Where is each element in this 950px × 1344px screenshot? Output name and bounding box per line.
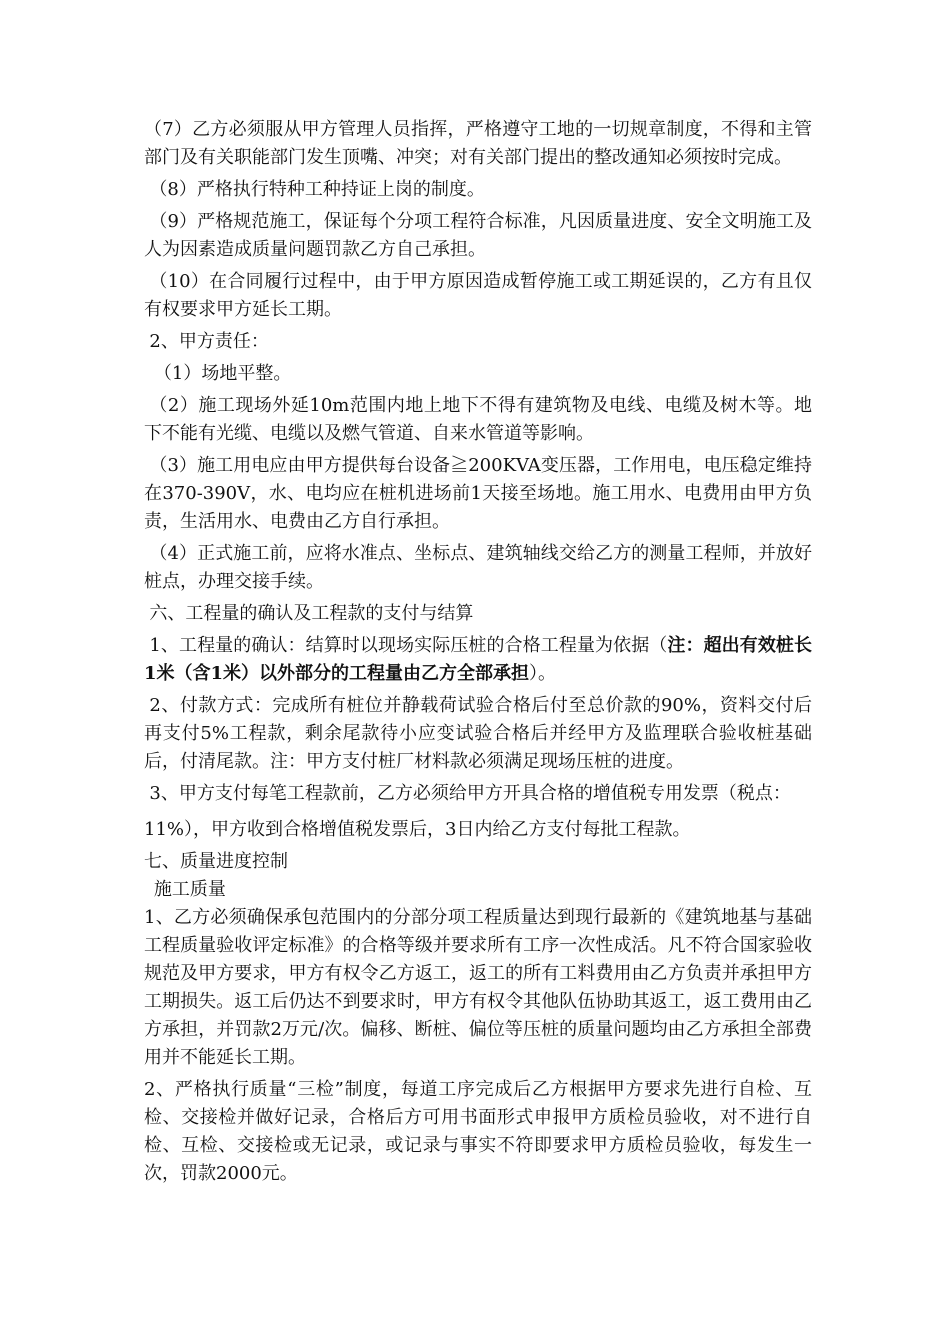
section-seven-heading: 七、质量进度控制: [144, 851, 288, 872]
quantity-confirmation-text: 1、工程量的确认：结算时以现场实际压桩的合格工程量为依据（: [149, 635, 668, 656]
quantity-confirmation: [144, 632, 812, 688]
invoice-requirement-cont: 11%），甲方收到合格增值税发票后，3日内给乙方支付每批工程款。: [144, 819, 691, 840]
quantity-confirmation-note: 注：超出有效桩长1米（含1米）以外部分的工程量由乙方全部承担: [144, 635, 813, 684]
payment-method: 2、付款方式：完成所有桩位并静载荷试验合格后付至总价款的90%，资料交付后再支付5%工程款，剩余尾款待小应变试验合格后并经甲方及监理联合验收桩基础后，付清尾款。注：甲方支付桩厂材料款必须满足现场压桩的进度。: [144, 695, 812, 772]
clause-7: （7）乙方必须服从甲方管理人员指挥，严格遵守工地的一切规章制度，不得和主管部门及有关职能部门发生顶嘴、冲突；对有关部门提出的整改通知必须按时完成。: [144, 119, 812, 168]
quantity-confirmation-end: ）。: [529, 663, 557, 684]
duty-2: （2）施工现场外延10m范围内地上地下不得有建筑物及电线、电缆及树木等。地下不能有光缆、电缆以及燃气管道、自来水管道等影响。: [144, 395, 812, 444]
section-six-heading: 六、工程量的确认及工程款的支付与结算: [149, 603, 474, 624]
quality-clause-1: 1、乙方必须确保承包范围内的分部分项工程质量达到现行最新的《建筑地基与基础工程质量验收评定标准》的合格等级并要求所有工序一次性成活。凡不符合国家验收规范及甲方要求，甲方有权令乙方返工，返工的所有工料费用由乙方负责并承担甲方工期损失。返工后仍达不到要求时，甲方有权令其他队伍协助其返工，返工费用由乙方承担，并罚款2万元/次。偏移、断桩、偏位等压桩的质量问题均由乙方承担全部费用并不能延长工期。: [144, 907, 812, 1068]
duty-3: （3）施工用电应由甲方提供每台设备≧200KVA变压器，工作用电，电压稳定维持在370-390V，水、电均应在桩机进场前1天接至场地。施工用水、电费用由甲方负责，生活用水、电费由乙方自行承担。: [144, 455, 812, 532]
quality-clause-2: 2、严格执行质量“三检”制度，每道工序完成后乙方根据甲方要求先进行自检、互检、交接检并做好记录，合格后方可用书面形式申报甲方质检员验收，对不进行自检、互检、交接检或无记录，或记录与事实不符即要求甲方质检员验收，每发生一次，罚款2000元。: [144, 1079, 812, 1184]
duty-1: （1）场地平整。: [153, 363, 292, 384]
clause-8: （8）严格执行特种工种持证上岗的制度。: [149, 179, 485, 200]
clause-9: （9）严格规范施工，保证每个分项工程符合标准，凡因质量进度、安全文明施工及人为因素造成质量问题罚款乙方自己承担。: [144, 211, 812, 260]
section-party-a-duties: 2、甲方责任：: [149, 331, 269, 352]
duty-4: （4）正式施工前，应将水准点、坐标点、建筑轴线交给乙方的测量工程师，并放好桩点，办理交接手续。: [144, 543, 812, 592]
invoice-requirement: 3、甲方支付每笔工程款前，乙方必须给甲方开具合格的增值税专用发票（税点：: [149, 783, 791, 804]
clause-10: （10）在合同履行过程中，由于甲方原因造成暂停施工或工期延误的，乙方有且仅有权要求甲方延长工期。: [144, 271, 812, 320]
construction-quality-heading: 施工质量: [153, 879, 226, 900]
